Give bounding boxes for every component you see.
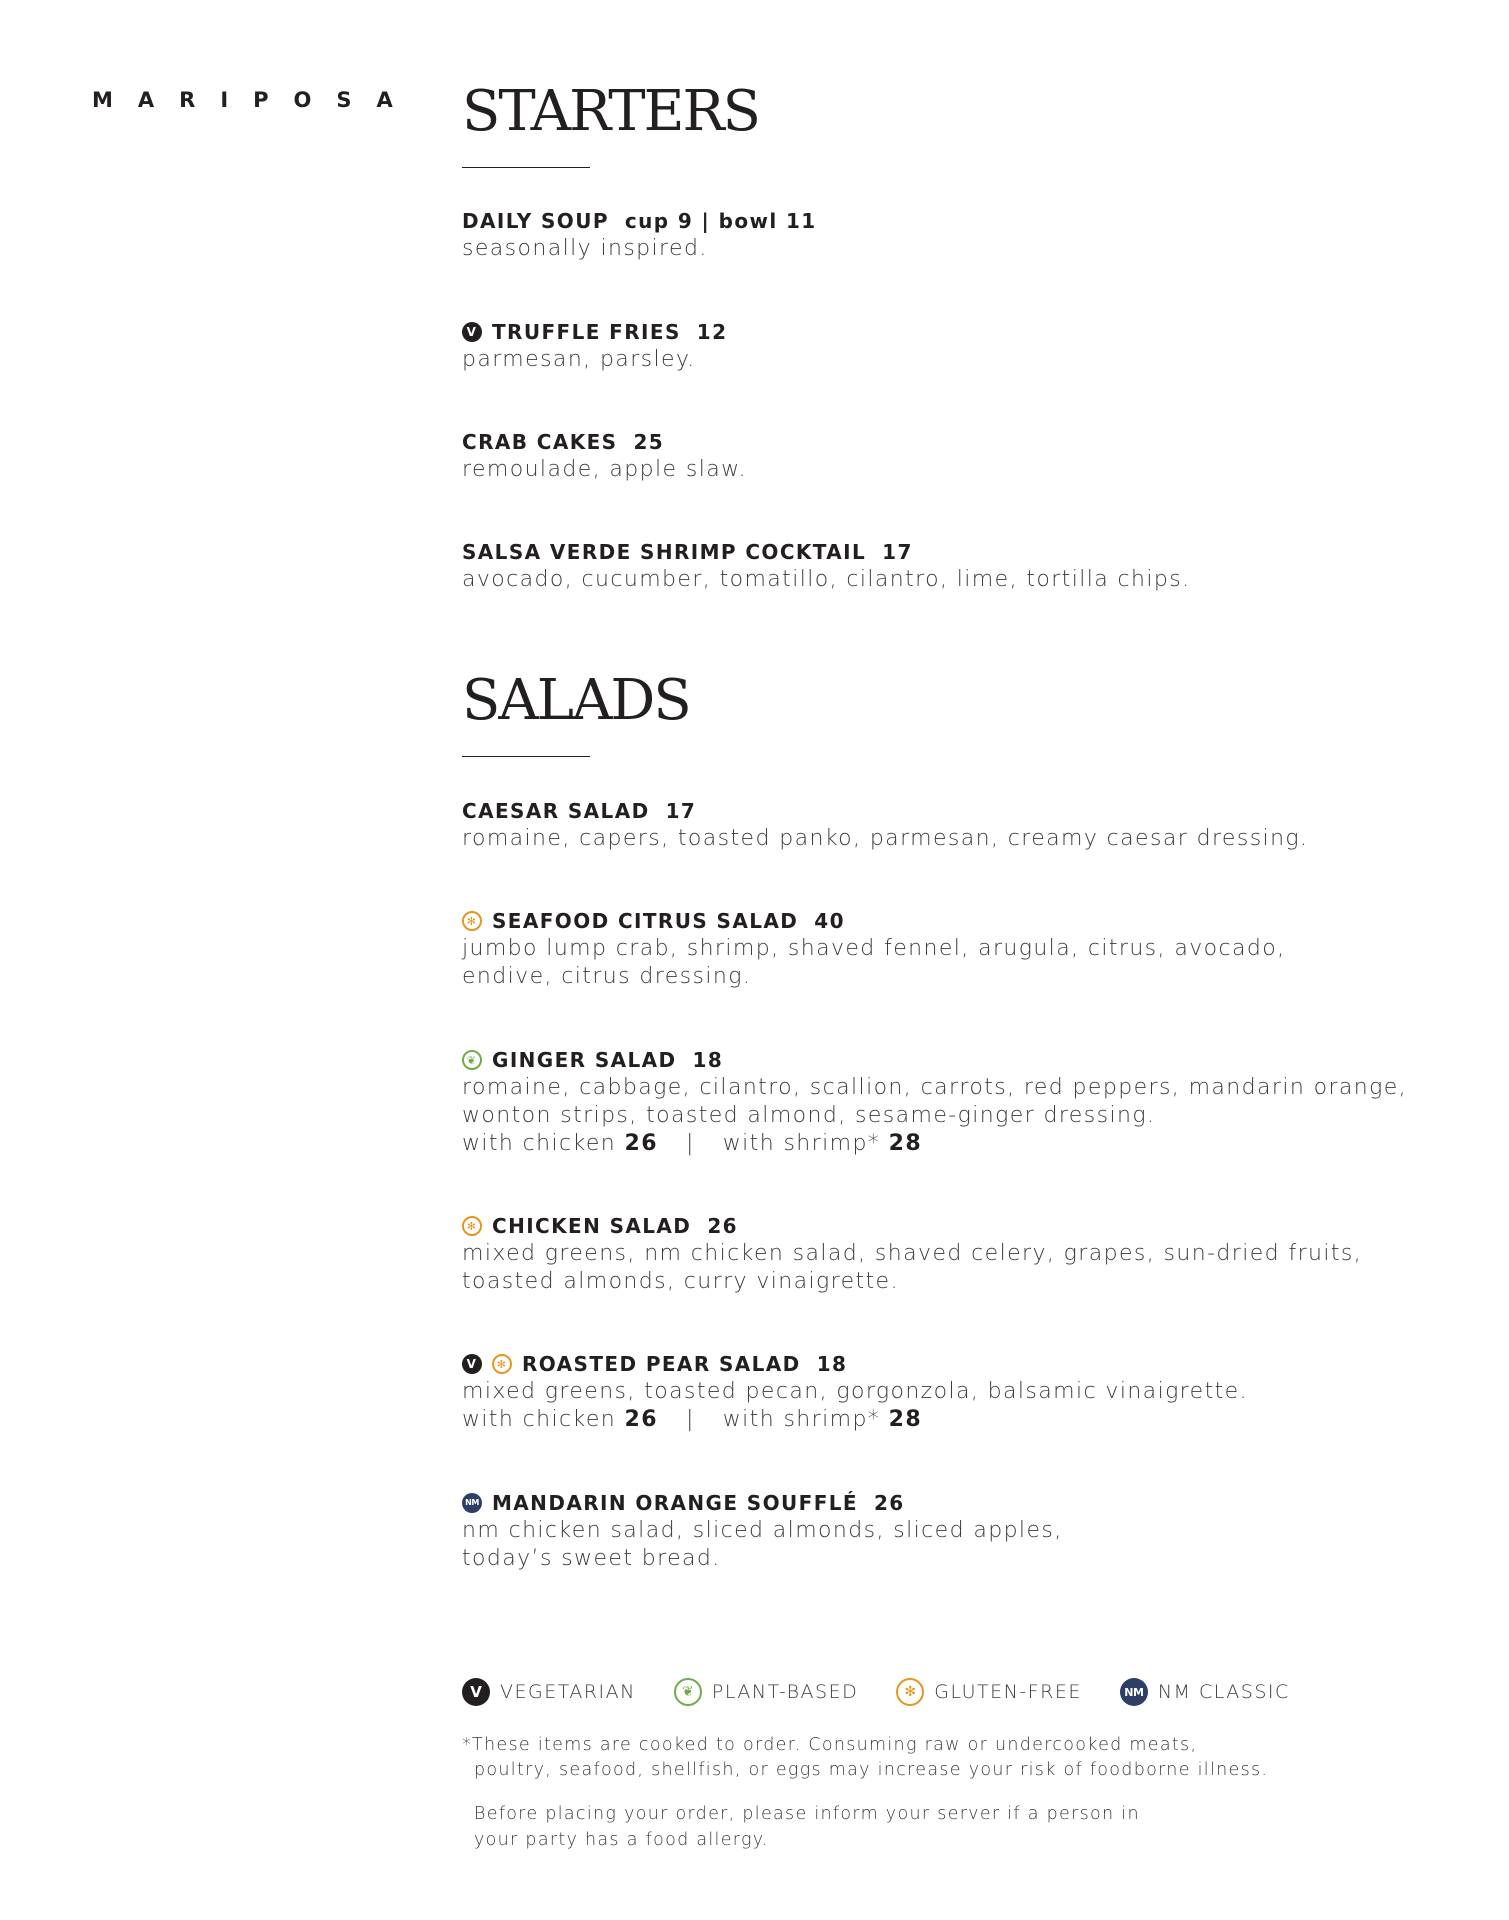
menu-item-description: romaine, capers, toasted panko, parmesan, creamy caesar dressing. [462, 826, 1309, 851]
addon-label: with chicken [462, 1131, 625, 1156]
gluten-free-icon: ✻ [462, 911, 482, 931]
legend-label: NM CLASSIC [1157, 1681, 1290, 1703]
menu-item [462, 207, 817, 263]
menu-item-price: cup 9 | bowl 11 [624, 209, 817, 233]
menu-item-description: wonton strips, toasted almond, sesame-ginger dressing. [462, 1103, 1156, 1128]
legend-label: GLUTEN-FREE [934, 1681, 1082, 1703]
addon-separator: | [685, 1131, 695, 1156]
brand-logo: MARIPOSA [92, 88, 418, 112]
menu-item-header [462, 207, 817, 235]
menu-item [462, 428, 747, 484]
menu-item-header [462, 538, 1191, 566]
menu-item-name: CHICKEN SALAD [492, 1214, 692, 1238]
menu-item-header [462, 1046, 1407, 1074]
menu-item-price: 17 [882, 540, 913, 564]
menu-item-addons [462, 1130, 1407, 1158]
gluten-free-icon: ✻ [462, 1216, 482, 1236]
menu-item-description: jumbo lump crab, shrimp, shaved fennel, arugula, citrus, avocado, [462, 936, 1286, 961]
menu-item [462, 1046, 1407, 1158]
gluten-free-icon: ✻ [492, 1354, 512, 1374]
legend-label: VEGETARIAN [500, 1681, 636, 1703]
legend-item [896, 1678, 1082, 1706]
section-rule [462, 167, 590, 168]
menu-item-header [462, 907, 1286, 935]
menu-item-name: CRAB CAKES [462, 430, 618, 454]
menu-item-description: mixed greens, nm chicken salad, shaved celery, grapes, sun-dried fruits, [462, 1241, 1363, 1266]
menu-item-price: 17 [665, 799, 697, 823]
addon-price: 26 [624, 1131, 658, 1156]
menu-item-price: 26 [873, 1491, 905, 1515]
menu-item-description: today’s sweet bread. [462, 1546, 721, 1571]
menu-item [462, 1350, 1248, 1434]
menu-item-description: parmesan, parsley. [462, 347, 696, 372]
menu-item-header [462, 1489, 1063, 1517]
menu-item-addons [462, 1406, 1248, 1434]
section-title-starters: STARTERS [462, 79, 760, 144]
section-rule [462, 756, 590, 757]
menu-item-header [462, 428, 747, 456]
raw-food-warning-line-2: poultry, seafood, shellfish, or eggs may increase your risk of foodborne illness. [474, 1760, 1269, 1780]
menu-item-price: 12 [696, 320, 728, 344]
addon-price: 26 [624, 1407, 658, 1432]
menu-item-price: 40 [814, 909, 845, 933]
menu-item-name: MANDARIN ORANGE SOUFFLÉ [492, 1491, 858, 1515]
addon-label: with shrimp* [722, 1407, 889, 1432]
legend-item [462, 1678, 636, 1706]
plant-based-icon: ❦ [462, 1050, 482, 1070]
dietary-legend [462, 1678, 1328, 1706]
menu-item-price: 18 [692, 1048, 724, 1072]
menu-item-price: 26 [707, 1214, 738, 1238]
nm-classic-icon: NM [1120, 1678, 1148, 1706]
addon-price: 28 [888, 1131, 923, 1156]
menu-item-description: remoulade, apple slaw. [462, 457, 747, 482]
plant-based-icon: ❦ [674, 1678, 702, 1706]
vegetarian-icon: V [462, 1354, 482, 1374]
menu-item-price: 18 [816, 1352, 848, 1376]
addon-label: with shrimp* [722, 1131, 889, 1156]
menu-item-description: romaine, cabbage, cilantro, scallion, carrots, red peppers, mandarin orange, [462, 1075, 1408, 1100]
menu-item-header [462, 1350, 1248, 1378]
menu-item-description: toasted almonds, curry vinaigrette. [462, 1269, 899, 1294]
menu-item [462, 1489, 1063, 1573]
menu-item [462, 1212, 1362, 1296]
vegetarian-icon: V [462, 1678, 490, 1706]
allergy-notice-line-1: Before placing your order, please inform your server if a person in [474, 1804, 1140, 1824]
menu-item-price: 25 [633, 430, 665, 454]
addon-label: with chicken [462, 1407, 625, 1432]
menu-item-description: avocado, cucumber, tomatillo, cilantro, lime, tortilla chips. [462, 567, 1191, 592]
salads-section [462, 668, 1462, 757]
menu-item [462, 907, 1286, 991]
addon-price: 28 [888, 1407, 923, 1432]
menu-item [462, 318, 727, 374]
menu-item-description: endive, citrus dressing. [462, 964, 752, 989]
gluten-free-icon: ✻ [896, 1678, 924, 1706]
legend-item [674, 1678, 858, 1706]
menu-item-header [462, 1212, 1362, 1240]
menu-item-description: nm chicken salad, sliced almonds, sliced apples, [462, 1518, 1063, 1543]
menu-item-name: SALSA VERDE SHRIMP COCKTAIL [462, 540, 867, 564]
nm-classic-icon: NM [462, 1493, 482, 1513]
raw-food-warning-line-1: *These items are cooked to order. Consuming raw or undercooked meats, [462, 1735, 1198, 1755]
menu-item-name: TRUFFLE FRIES [492, 320, 681, 344]
menu-item-name: DAILY SOUP [462, 209, 609, 233]
menu-item-name: SEAFOOD CITRUS SALAD [492, 909, 799, 933]
allergy-notice-line-2: your party has a food allergy. [474, 1830, 769, 1850]
menu-item-description: seasonally inspired. [462, 236, 708, 261]
menu-item-description: mixed greens, toasted pecan, gorgonzola, balsamic vinaigrette. [462, 1379, 1248, 1404]
legend-label: PLANT-BASED [711, 1681, 859, 1703]
menu-item-name: CAESAR SALAD [462, 799, 650, 823]
legend-item [1120, 1678, 1290, 1706]
menu-item [462, 538, 1191, 594]
starters-section [462, 79, 1462, 168]
section-title-salads: SALADS [462, 668, 690, 733]
vegetarian-icon: V [462, 322, 482, 342]
menu-item-name: ROASTED PEAR SALAD [522, 1352, 801, 1376]
addon-separator: | [685, 1407, 695, 1432]
menu-item-header [462, 797, 1308, 825]
menu-item-header [462, 318, 727, 346]
menu-item [462, 797, 1308, 853]
menu-item-name: GINGER SALAD [492, 1048, 677, 1072]
